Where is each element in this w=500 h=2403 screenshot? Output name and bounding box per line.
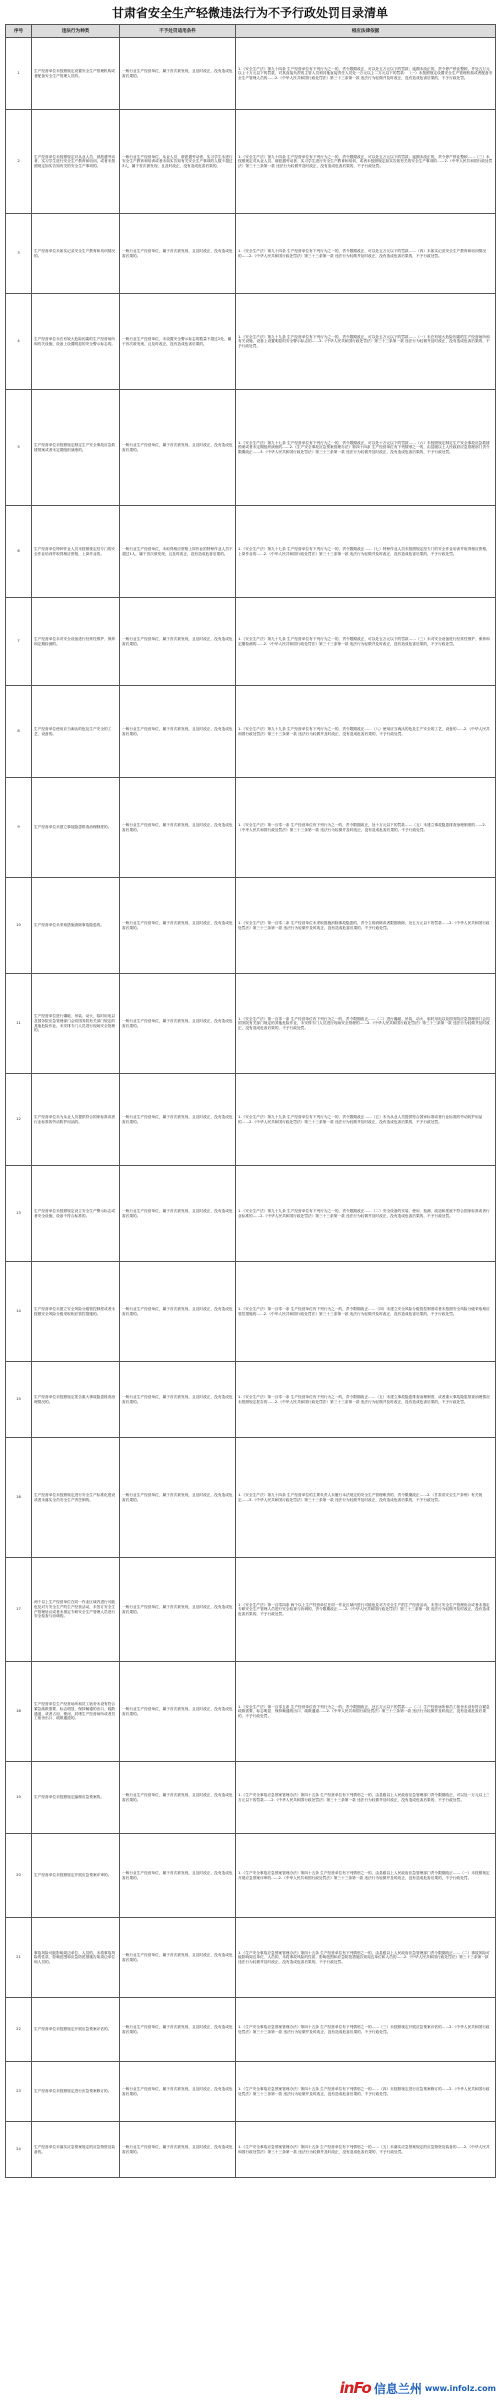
row-number: 9 (6, 778, 32, 878)
row-number: 12 (6, 1074, 32, 1166)
row-number: 21 (6, 1918, 32, 1998)
row-legal-basis: 1.《安全生产法》第九十九条 生产经营单位有下列行为之一的，责令限期改正……（八）使用应当淘汰的危及生产安全的工艺、设备的……2.《中华人民共和国行政处罚法》第三十三条第一款 违法行为轻微并及时改正，没有造成危害后果的，不予行政处罚。 (236, 686, 496, 778)
row-legal-basis: 1.《安全生产法》第一百零一条 生产经营单位有下列行为之一的，责令限期改正……（四）未建立安全风险分级管控制度或者未按照安全风险分级采取相应管控措施的……2.《中华人民共和国行政处罚法》第三十三条第一款 违法行为轻微并及时改正，没有造成危害后果的，不予行政处罚。 (236, 1262, 496, 1362)
row-legal-basis: 1.《安全生产法》第一百零一条 生产经营单位有下列行为之一的，责令限期改正，处十万元以下的罚款……（五）未建立事故隐患排查治理制度的……2.《中华人民共和国行政处罚法》第三十三条第一款 违法行为轻微并及时改正，没有造成危害后果的，不予行政处罚。 (236, 778, 496, 878)
row-legal-basis: 1.《安全生产法》第九十七条 生产经营单位有下列行为之一的，责令限期改正，可以处十万元以下的罚款……（六）未按照规定制定生产安全事故应急救援预案或者未定期组织演练的……2.《生产安全事故应急预案管理办法》第四十四条 生产经营单位有下列情形之一的，由县级以上人民政府应急管理部门责令限期改正……3.《中华人民共和国行政处罚法》第三十三条第一款 违法行为轻微并及时改正，没有造成危害后果的，不予行政处罚。 (236, 390, 496, 506)
table-row (6, 1438, 496, 1558)
table-row (6, 390, 496, 506)
row-condition: 一般行业生产经营单位，属于首次被发现，且及时改正，没有造成危害后果的。 (120, 686, 236, 778)
row-legal-basis: 1.《安全生产法》第九十九条 生产经营单位有下列行为之一的，责令限期改正，可以处五万元以下的罚款……（一）未在有较大危险因素的生产经营场所和有关设施、设备上设置明显的安全警示标志的……2.《中华人民共和国行政处罚法》第三十三条第一款 违法行为轻微并及时改正，没有造成危害后果的，不予行政处罚。 (236, 294, 496, 390)
row-legal-basis: 1.《安全生产法》第九十七条 生产经营单位有下列行为之一的，责令限期改正……（七）特种作业人员未按照规定经专门的安全作业培训并取得相应资格，上岗作业的……2.《中华人民共和国行政处罚法》第三十三条第一款 违法行为轻微并及时改正，没有造成危害后果的，不予行政处罚。 (236, 506, 496, 598)
row-violation-kind: 生产经营单位未按照规定对从业人员、被派遣劳动者、实习学生进行安全生产教育和培训，或者未按照规定如实告知有关的安全生产事项的。 (32, 110, 120, 214)
table-row (6, 598, 496, 686)
table-row (6, 110, 496, 214)
row-violation-kind: 生产经营单位未按照规定进行应急预案修订的。 (32, 2062, 120, 2122)
header-kind: 违法行为种类 (32, 25, 120, 38)
table-row (6, 506, 496, 598)
row-number: 14 (6, 1262, 32, 1362)
row-condition: 一般行业生产经营单位，未设置安全警示标志的数量不超过2处，属于首次被发现，且及时改正，没有造成危害后果的。 (120, 294, 236, 390)
row-number: 7 (6, 598, 32, 686)
table-row (6, 1074, 496, 1166)
row-violation-kind: 生产经营单位进行爆破、吊装、动火、临时用电以及国务院应急管理部门会同国务院有关部门规定的其他危险作业，未安排专门人员进行现场安全管理的。 (32, 974, 120, 1074)
row-condition: 一般行业生产经营单位，属于首次被发现，且及时改正，没有造成危害后果的。 (120, 1438, 236, 1558)
table-row (6, 1362, 496, 1438)
row-legal-basis: 1.《安全生产法》第九十九条 生产经营单位有下列行为之一的，责令限期改正……（二）安全设备的安装、使用、检测、改造和报废不符合国家标准或者行业标准的……2.《中华人民共和国行政处罚法》第三十三条第一款 违法行为轻微并及时改正，没有造成危害后果的，不予行政处罚。 (236, 1166, 496, 1262)
row-condition: 一般行业生产经营单位，属于首次被发现，且及时改正，没有造成危害后果的。 (120, 974, 236, 1074)
table-row (6, 294, 496, 390)
row-number: 4 (6, 294, 32, 390)
table-row (6, 1998, 496, 2062)
row-number: 11 (6, 974, 32, 1074)
row-legal-basis: 1.《安全生产法》第一百零一条 生产经营单位有下列行为之一的，责令限期改正……（五）未建立事故隐患排查治理制度，或者重大事故隐患排查治理情况未按照规定报告的……2.《中华人民共和国行政处罚法》第三十三条第一款 违法行为轻微并及时改正，没有造成危害后果的，不予行政处罚。 (236, 1362, 496, 1438)
table-row (6, 1834, 496, 1918)
row-condition: 一般行业生产经营单位，从业人员、被派遣劳动者、实习学生未进行安全生产教育和培训或者未如实告知有关安全生产事项的人数不超过3人，属于首次被发现，且及时改正，没有造成危害后果的。 (120, 110, 236, 214)
row-legal-basis: 1.《安全生产法》第一百零一条 生产经营单位有下列行为之一的，责令限期改正……（二）进行爆破、吊装、动火、临时用电以及国务院应急管理部门会同国务院有关部门规定的其他危险作业，未安排专门人员进行现场安全管理的……2.《中华人民共和国行政处罚法》第三十三条第一款 违法行为轻微并及时改正，没有造成危害后果的，不予行政处罚。 (236, 974, 496, 1074)
penalty-catalog-table (5, 24, 496, 2178)
row-condition: 一般行业生产经营单位，属于首次被发现，且及时改正，没有造成危害后果的。 (120, 878, 236, 974)
row-violation-kind: 生产经营单位未按照规定开展应急预案评审的。 (32, 1834, 120, 1918)
row-violation-kind: 生产经营单位未按照规定设立安全生产警示标志或者安全设施、设备不符合标准的。 (32, 1166, 120, 1262)
row-condition: 一般行业生产经营单位，属于首次被发现，且及时改正，没有造成危害后果的。 (120, 1834, 236, 1918)
table-row (6, 1662, 496, 1762)
table-row (6, 1762, 496, 1834)
watermark-name: 信息兰州 (373, 2381, 422, 2396)
table-row (6, 38, 496, 110)
row-condition: 一般行业生产经营单位，属于首次被发现，且及时改正，没有造成危害后果的。 (120, 1918, 236, 1998)
row-violation-kind: 生产经营单位特种作业人员未按照规定经专门的安全作业培训并取得相应资格，上岗作业的。 (32, 506, 120, 598)
row-legal-basis: 1.《安全生产法》第九十四条 生产经营单位有下列行为之一的，责令限期改正，可以处五万元以下的罚款；逾期未改正的，责令停产停业整顿……（三）未按照规定对从业人员、被派遣劳动者、实习学生进行安全生产教育和培训，或者未按照规定如实告知有关的安全生产事项的……2.《中华人民共和国行政处罚法》第三十三条第一款 违法行为轻微并及时改正，没有造成危害后果的，不予行政处罚。 (236, 110, 496, 214)
row-violation-kind: 生产经营单位未建立事故隐患排查治理制度的。 (32, 778, 120, 878)
row-violation-kind: 生产经营单位未采取措施消除事故隐患的。 (32, 878, 120, 974)
table-row (6, 974, 496, 1074)
row-number: 5 (6, 390, 32, 506)
row-condition: 一般行业生产经营单位，属于首次被发现，且及时改正，没有造成危害后果的。 (120, 1558, 236, 1662)
watermark (336, 2377, 496, 2399)
row-number: 2 (6, 110, 32, 214)
row-number: 23 (6, 2062, 32, 2122)
table-row (6, 214, 496, 294)
row-legal-basis: 1.《生产安全事故应急预案管理办法》第四十五条 生产经营单位有下列情形之一的……（四）未按照规定进行应急预案修订的……2.《中华人民共和国行政处罚法》第三十三条第一款 违法行为轻微并及时改正，没有造成危害后果的，不予行政处罚。 (236, 2062, 496, 2122)
row-violation-kind: 生产经营单位未按照规定开展应急预案评估的。 (32, 1998, 120, 2062)
table-row (6, 686, 496, 778)
table-body (6, 38, 496, 2178)
row-violation-kind: 生产经营单位未按照规定设置安全生产管理机构或者配备安全生产管理人员的。 (32, 38, 120, 110)
row-legal-basis: 1.《安全生产法》第九十四条 生产经营单位有下列行为之一的，责令限期改正，可以处五万元以下的罚款；逾期未改正的，责令停产停业整顿，并处五万元以上十万元以下的罚款，对其直接负责的主管人员和其他直接责任人员处一万元以上二万元以下的罚款：（一）未按照规定设置安全生产管理机构或者配备安全生产管理人员的……2.《中华人民共和国行政处罚法》第三十三条第一款 违法行为轻微并及时改正，没有造成危害后果的，不予行政处罚。 (236, 38, 496, 110)
table-row (6, 1166, 496, 1262)
row-violation-kind: 两个以上生产经营单位在同一作业区域内进行可能危及对方安全生产的生产经营活动，未签订安全生产管理协议或者未指定专职安全生产管理人员进行安全检查与协调的。 (32, 1558, 120, 1662)
row-legal-basis: 1.《安全生产法》第一百零五条 生产经营单位有下列行为之一的，责令限期改正，处五万元以下的罚款……（二）生产经营场所和员工宿舍未设有符合紧急疏散需要、标志明显、保持畅通的出口、疏散通道……2.《中华人民共和国行政处罚法》第三十三条第一款 违法行为轻微并及时改正，没有造成危害后果的，不予行政处罚。 (236, 1662, 496, 1762)
header-no: 序号 (6, 25, 32, 38)
watermark-url: www.infolz.com (424, 2383, 496, 2393)
header-basis: 相应法律依据 (236, 25, 496, 38)
row-condition: 一般行业生产经营单位，属于首次被发现，且及时改正，没有造成危害后果的。 (120, 38, 236, 110)
row-condition: 一般行业生产经营单位，属于首次被发现，且及时改正，没有造成危害后果的。 (120, 1362, 236, 1438)
row-number: 15 (6, 1362, 32, 1438)
row-violation-kind: 生产经营单位未对安全设备进行经常性维护、保养和定期检测的。 (32, 598, 120, 686)
row-violation-kind: 生产经营单位未如实记录安全生产教育和培训情况的。 (32, 214, 120, 294)
row-violation-kind: 生产经营单位未按照规定报告重大事故隐患排查治理情况的。 (32, 1362, 120, 1438)
row-violation-kind: 事故风险可能影响周边单位、人员的，未将事故风险的性质、影响范围和应急防范措施告知周边单位和人员的。 (32, 1918, 120, 1998)
row-legal-basis: 1.《生产安全事故应急预案管理办法》第四十五条 生产经营单位有下列情形之一的，由县级以上人民政府应急管理部门责令限期改正……（二）事故风险可能影响周边单位、人员的，未将事故风险的性质、影响范围和应急防范措施告知周边单位和人员的……2.《中华人民共和国行政处罚法》第三十三条第一款 违法行为轻微并及时改正，没有造成危害后果的，不予行政处罚。 (236, 1918, 496, 1998)
watermark-logo: inFo (339, 2379, 371, 2397)
row-condition: 一般行业生产经营单位，属于首次被发现，且及时改正，没有造成危害后果的。 (120, 2122, 236, 2178)
row-violation-kind: 生产经营单位未落实应急预案规定的应急物资及装备的。 (32, 2122, 120, 2178)
row-condition: 一般行业生产经营单位，属于首次被发现，且及时改正，没有造成危害后果的。 (120, 1074, 236, 1166)
row-number: 13 (6, 1166, 32, 1262)
row-violation-kind: 生产经营单位使用应当淘汰的危及生产安全的工艺、设备的。 (32, 686, 120, 778)
row-condition: 一般行业生产经营单位，未取得相应资格上岗作业的特种作业人员不超过1人，属于首次被发现，且及时改正，没有造成危害后果的。 (120, 506, 236, 598)
row-legal-basis: 1.《生产安全事故应急预案管理办法》第四十五条 生产经营单位有下列情形之一的，由县级以上人民政府应急管理部门责令限期改正，可以处一万元以上三万元以下的罚款……2.《中华人民共和国行政处罚法》第三十三条第一款 违法行为轻微并及时改正，没有造成危害后果的，不予行政处罚。 (236, 1762, 496, 1834)
row-legal-basis: 1.《生产安全事故应急预案管理办法》第四十五条 生产经营单位有下列情形之一的……（五）未落实应急预案规定的应急物资及装备的……2.《中华人民共和国行政处罚法》第三十三条第一款 违法行为轻微并及时改正，没有造成危害后果的，不予行政处罚。 (236, 2122, 496, 2178)
row-legal-basis: 1.《安全生产法》第九十九条 生产经营单位有下列行为之一的，责令限期改正……（五）未为从业人员提供符合国家标准或者行业标准的劳动防护用品的……2.《中华人民共和国行政处罚法》第三十三条第一款 违法行为轻微并及时改正，没有造成危害后果的，不予行政处罚。 (236, 1074, 496, 1166)
table-row (6, 778, 496, 878)
table-row (6, 878, 496, 974)
table-header-row (6, 25, 496, 38)
row-condition: 一般行业生产经营单位，属于首次被发现，且及时改正，没有造成危害后果的。 (120, 1262, 236, 1362)
row-legal-basis: 1.《生产安全事故应急预案管理办法》第四十五条 生产经营单位有下列情形之一的，由县级以上人民政府应急管理部门责令限期改正……（一）未按照规定开展应急预案评审的……2.《中华人民共和国行政处罚法》第三十三条第一款 违法行为轻微并及时改正，没有造成危害后果的，不予行政处罚。 (236, 1834, 496, 1918)
row-legal-basis: 1.《安全生产法》第九十四条 生产经营单位的主要负责人未履行本法规定的安全生产管理职责的，责令限期改正……2.《甘肃省安全生产条例》有关规定……3.《中华人民共和国行政处罚法》第三十三条第一款 违法行为轻微并及时改正，没有造成危害后果的，不予行政处罚。 (236, 1438, 496, 1558)
row-number: 17 (6, 1558, 32, 1662)
row-violation-kind: 生产经营单位未建立安全风险分级管控制度或者未按照安全风险分级采取相应管控措施的。 (32, 1262, 120, 1362)
row-number: 19 (6, 1762, 32, 1834)
row-condition: 一般行业生产经营单位，属于首次被发现，且及时改正，没有造成危害后果的。 (120, 1998, 236, 2062)
table-row (6, 2062, 496, 2122)
row-condition: 一般行业生产经营单位，属于首次被发现，且及时改正，没有造成危害后果的。 (120, 778, 236, 878)
row-number: 24 (6, 2122, 32, 2178)
row-condition: 一般行业生产经营单位，属于首次被发现，且及时改正，没有造成危害后果的。 (120, 1166, 236, 1262)
row-violation-kind: 生产经营单位未按照规定制定生产安全事故应急救援预案或者未定期组织演练的。 (32, 390, 120, 506)
row-number: 6 (6, 506, 32, 598)
row-violation-kind: 生产经营单位未按照规定编制应急预案的。 (32, 1762, 120, 1834)
row-violation-kind: 生产经营单位未为从业人员提供符合国家标准或者行业标准的劳动防护用品的。 (32, 1074, 120, 1166)
table-row (6, 1262, 496, 1362)
table-row (6, 1558, 496, 1662)
row-legal-basis: 1.《安全生产法》第九十四条 生产经营单位有下列行为之一的，责令限期改正，可以处五万元以下的罚款……（四）未如实记录安全生产教育和培训情况的……2.《中华人民共和国行政处罚法》第三十三条第一款 违法行为轻微并及时改正，没有造成危害后果的，不予行政处罚。 (236, 214, 496, 294)
row-number: 3 (6, 214, 32, 294)
row-legal-basis: 1.《安全生产法》第一百零四条 两个以上生产经营单位在同一作业区域内进行可能危及对方安全生产的生产经营活动，未签订安全生产管理协议或者未指定专职安全生产管理人员进行安全检查与协调的，责令限期改正……2.《中华人民共和国行政处罚法》第三十三条第一款 违法行为轻微并及时改正，没有造成危害后果的，不予行政处罚。 (236, 1558, 496, 1662)
row-number: 16 (6, 1438, 32, 1558)
row-violation-kind: 生产经营单位生产经营场所和员工宿舍未设有符合紧急疏散需要、标志明显、保持畅通的出口、疏散通道，或者占用、锁闭、封堵生产经营场所或者员工宿舍出口、疏散通道的。 (32, 1662, 120, 1762)
row-condition: 一般行业生产经营单位，属于首次被发现，且及时改正，没有造成危害后果的。 (120, 1762, 236, 1834)
row-violation-kind: 生产经营单位未在有较大危险因素的生产经营场所和有关设施、设备上设置明显的安全警示标志的。 (32, 294, 120, 390)
row-condition: 一般行业生产经营单位，属于首次被发现，且及时改正，没有造成危害后果的。 (120, 390, 236, 506)
row-condition: 一般行业生产经营单位，属于首次被发现，且及时改正，没有造成危害后果的。 (120, 2062, 236, 2122)
document-title: 甘肃省安全生产轻微违法行为不予行政处罚目录清单 (111, 6, 388, 20)
header-condition: 不予处罚适用条件 (120, 25, 236, 38)
row-condition: 一般行业生产经营单位，属于首次被发现，且及时改正，没有造成危害后果的。 (120, 214, 236, 294)
row-number: 22 (6, 1998, 32, 2062)
row-legal-basis: 1.《安全生产法》第一百零二条 生产经营单位未采取措施消除事故隐患的，责令立即消除或者限期消除，处五万元以下的罚款……2.《中华人民共和国行政处罚法》第三十三条第一款 违法行为轻微并及时改正，没有造成危害后果的，不予行政处罚。 (236, 878, 496, 974)
row-number: 8 (6, 686, 32, 778)
row-legal-basis: 1.《生产安全事故应急预案管理办法》第四十五条 生产经营单位有下列情形之一的……（三）未按照规定开展应急预案评估的……2.《中华人民共和国行政处罚法》第三十三条第一款 违法行为轻微并及时改正，没有造成危害后果的，不予行政处罚。 (236, 1998, 496, 2062)
row-number: 1 (6, 38, 32, 110)
row-condition: 一般行业生产经营单位，属于首次被发现，且及时改正，没有造成危害后果的。 (120, 1662, 236, 1762)
row-legal-basis: 1.《安全生产法》第九十九条 生产经营单位有下列行为之一的，责令限期改正，可以处五万元以下的罚款……（三）未对安全设备进行经常性维护、保养和定期检测的……2.《中华人民共和国行政处罚法》第三十三条第一款 违法行为轻微并及时改正，没有造成危害后果的，不予行政处罚。 (236, 598, 496, 686)
row-violation-kind: 生产经营单位未按照规定进行安全生产标准化建设或者未落实全员安全生产责任制的。 (32, 1438, 120, 1558)
row-number: 18 (6, 1662, 32, 1762)
table-row (6, 1918, 496, 1998)
row-number: 10 (6, 878, 32, 974)
row-number: 20 (6, 1834, 32, 1918)
table-row (6, 2122, 496, 2178)
row-condition: 一般行业生产经营单位，属于首次被发现，且及时改正，没有造成危害后果的。 (120, 598, 236, 686)
